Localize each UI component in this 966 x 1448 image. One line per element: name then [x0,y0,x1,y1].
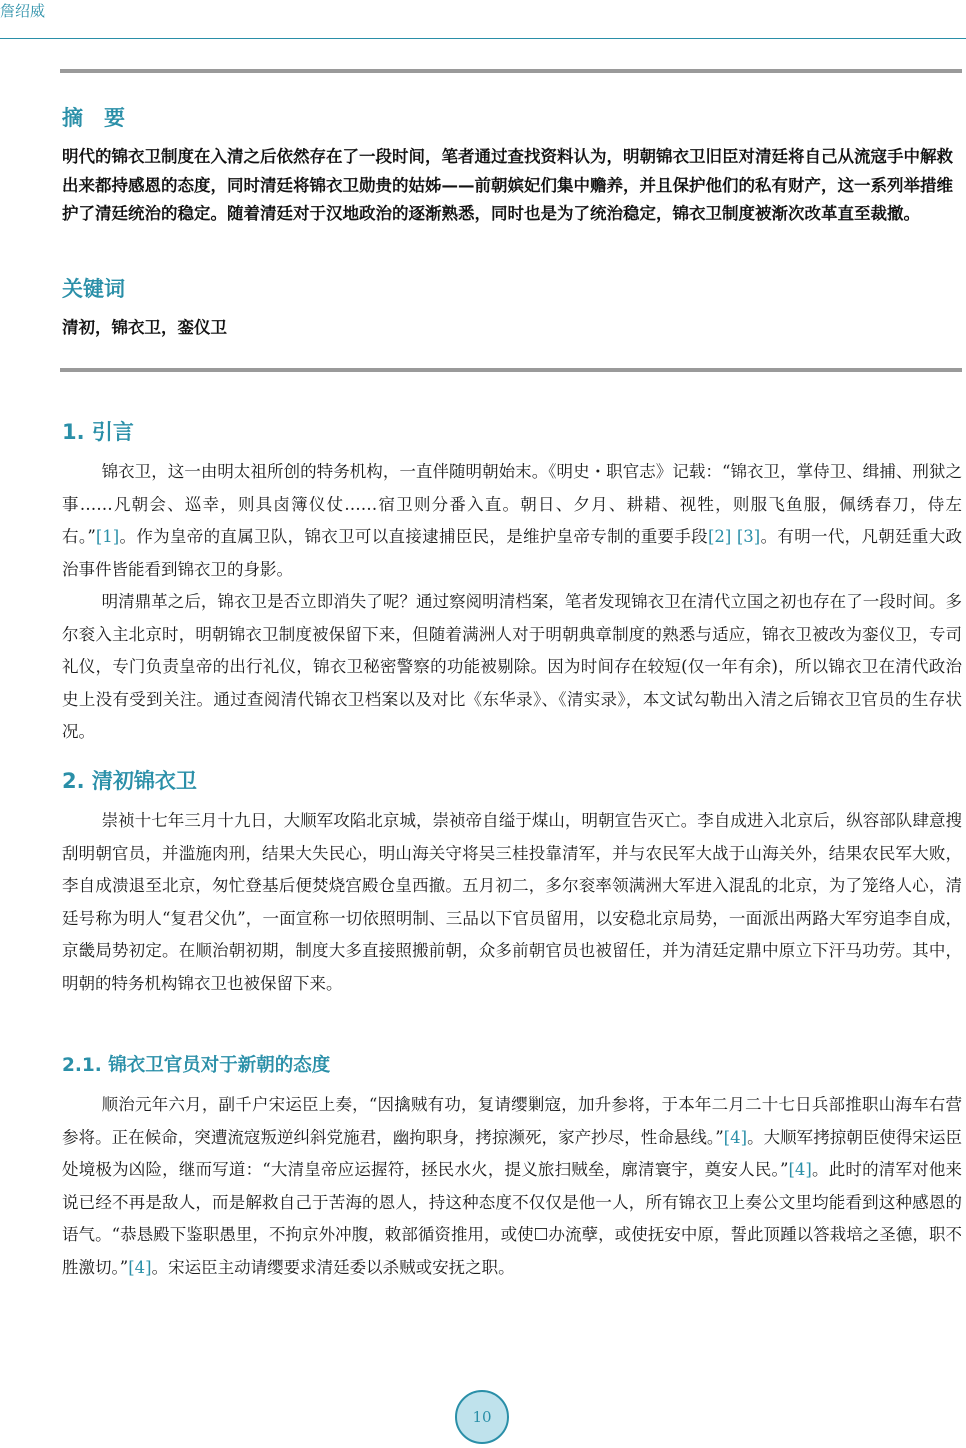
section-2-1-body [62,1089,962,1284]
page-number-badge [455,1390,509,1444]
bottom-divider [60,368,962,372]
keywords-heading: 关键词 [62,277,125,301]
top-divider [60,69,962,73]
keywords-text: 清初，锦衣卫，銮仪卫 [62,318,227,337]
section-2-body [62,805,962,1000]
keywords-body [62,314,962,343]
section-2-heading: 2. 清初锦衣卫 [62,769,197,793]
citation-link[interactable]: [2] [3] [707,527,761,546]
text-run: 顺治元年六月，副千户宋运臣上奏，“因擒贼有功，复请缨剿寇，加升参将，于本年二月二十七日兵部推职山海车右营参将。正在候命，突遭流寇叛逆纠斜党施君，幽拘职身，拷掠濒死，家产抄尽，性命悬线。” [62,1095,962,1147]
abstract-heading: 摘 要 [62,106,125,130]
header-rule [0,38,966,39]
section-2-1-paragraph-1 [62,1089,962,1284]
section-2-1-heading: 2.1. 锦衣卫官员对于新朝的态度 [62,1055,331,1076]
citation-link[interactable]: [4] [128,1257,152,1277]
page-number: 10 [472,1408,492,1426]
running-head-author: 詹绍威 [0,2,46,20]
text-run: 。此时的清军对他来说已经不再是敌人，而是解救自己于苦海的恩人，持这种态度不仅仅是他一人，所有锦衣卫上奏公文里均能看到这种感恩的语气。“恭恳殿下鉴职愚里，不拘京外冲腹，敕部循资推用，或使☐办流孽，或使抚安中原，誓此顶踵以答栽培之圣德，职不胜激切。” [62,1160,963,1277]
abstract-text: 明代的锦衣卫制度在入清之后依然存在了一段时间，笔者通过查找资料认为，明朝锦衣卫旧臣对清廷将自己从流寇手中解救出来都持感恩的态度，同时清廷将锦衣卫勋贵的姑姊——前朝嫔妃们集中赡养，并且保护他们的私有财产，这一系列举措维护了清廷统治的稳定。随着清廷对于汉地政治的逐渐熟悉，同时也是为了统治稳定，锦衣卫制度被渐次改革直至裁撤。 [62,147,953,223]
citation-link[interactable]: [4] [723,1127,748,1147]
section-2-paragraph-1: 崇祯十七年三月十九日，大顺军攻陷北京城，崇祯帝自缢于煤山，明朝宣告灭亡。李自成进入北京后，纵容部队肆意搜刮明朝官员，并滥施肉刑，结果大失民心，明山海关守将吴三桂投靠清军，并与农民军大战于山海关外，结果农民军大败，李自成溃退至北京，匆忙登基后便焚烧宫殿仓皇西撤。五月初二，多尔衮率领满洲大军进入混乱的北京，为了笼络人心，清廷号称为明人“复君父仇”，一面宣称一切依照明制、三品以下官员留用，以安稳北京局势，一面派出两路大军穷追李自成，京畿局势初定。在顺治朝初期，制度大多直接照搬前朝，众多前朝官员也被留任，并为清廷定鼎中原立下汗马功劳。其中，明朝的特务机构锦衣卫也被保留下来。 [62,811,962,993]
text-run: 。大顺军拷掠朝臣使得宋运臣处境极为凶险，继而写道：“大清皇帝应运握符，拯民水火，提义旅扫贼垒，廓清寰宇，奠安人民。” [62,1127,963,1179]
section-1-paragraph-1 [62,456,962,586]
abstract-body [62,143,962,229]
section-1-body [62,456,962,749]
text-run: 锦衣卫，这一由明太祖所创的特务机构，一直伴随明朝始末。《明史・职官志》记载：“锦衣卫，掌侍卫、缉捕、刑狱之事……凡朝会、巡幸，则具卤簿仪仗……宿卫则分番入直。朝日、夕月、耕耤、视牲，则服飞鱼服，佩绣春刀，侍左右。” [62,462,962,546]
section-1-heading: 1. 引言 [62,420,134,444]
section-1-paragraph-2: 明清鼎革之后，锦衣卫是否立即消失了呢？通过察阅明清档案，笔者发现锦衣卫在清代立国之初也存在了一段时间。多尔衮入主北京时，明朝锦衣卫制度被保留下来，但随着满洲人对于明朝典章制度的熟悉与适应，锦衣卫被改为銮仪卫，专司礼仪，专门负责皇帝的出行礼仪，锦衣卫秘密警察的功能被剔除。因为时间存在较短(仅一年有余)，所以锦衣卫在清代政治史上没有受到关注。通过查阅清代锦衣卫档案以及对比《东华录》、《清实录》，本文试勾勒出入清之后锦衣卫官员的生存状况。 [62,592,962,741]
citation-link[interactable]: [1] [95,527,120,546]
text-run: 。宋运臣主动请缨要求清廷委以杀贼或安抚之职。 [151,1257,515,1277]
text-run: 。作为皇帝的直属卫队，锦衣卫可以直接逮捕臣民，是维护皇帝专制的重要手段 [119,527,708,546]
text-run: 。有明一代，凡朝廷重大政治事件皆能看到锦衣卫的身影。 [62,527,962,579]
citation-link[interactable]: [4] [788,1160,812,1179]
